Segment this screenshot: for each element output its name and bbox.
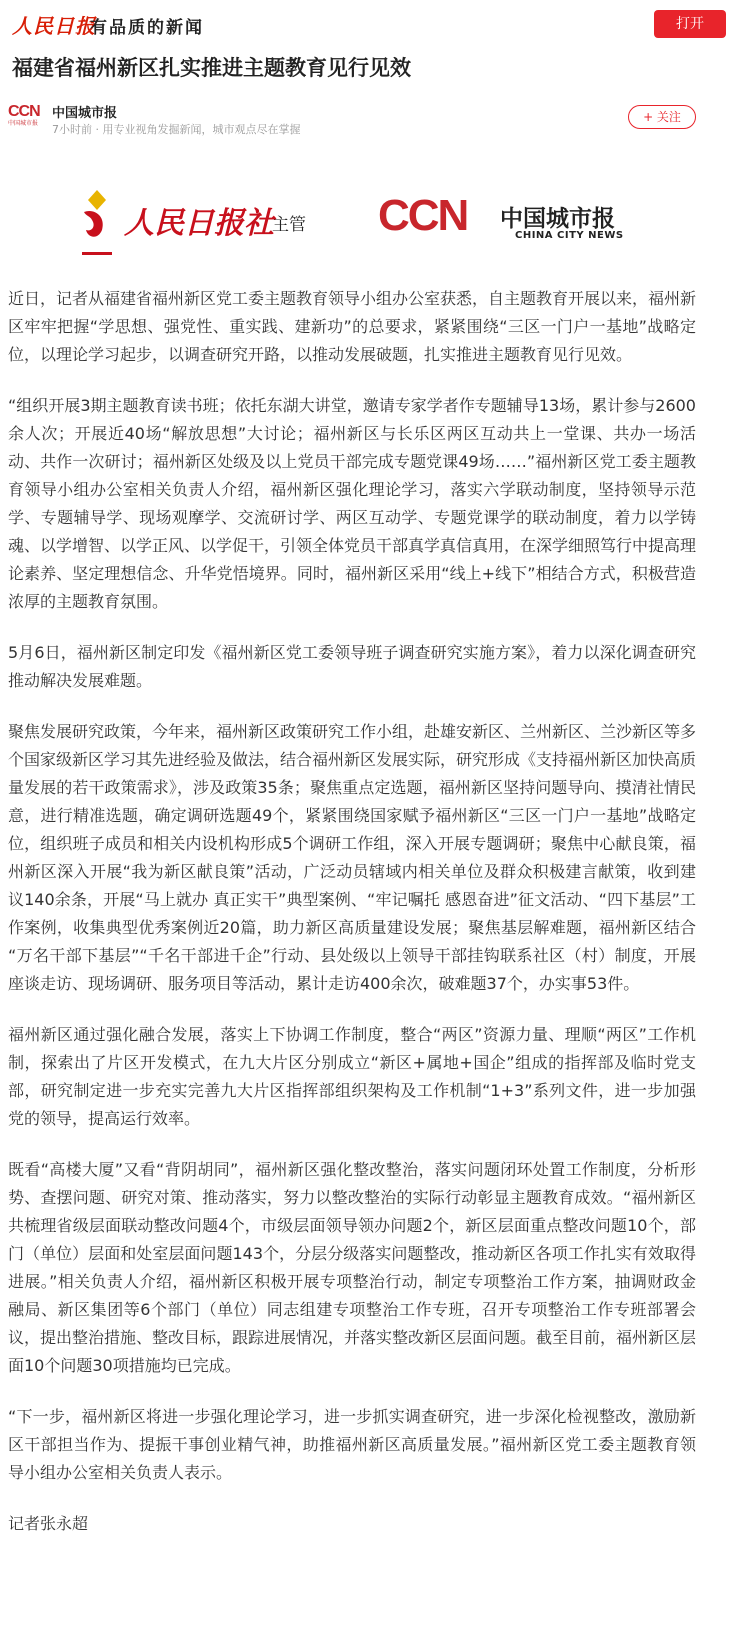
ccn-logo: CCN: [378, 191, 468, 240]
article-paragraph: 聚焦发展研究政策，今年来，福州新区政策研究工作小组，赴雄安新区、兰州新区、兰沙新区等多个国家级新区学习其先进经验及做法，结合福州新区发展实际，研究形成《支持福州新区加快高质量发展的若干政策需求》，涉及政策35条；聚焦重点定选题，福州新区坚持问题导向、摸清社情民意，进行精准选题，确定调研选题49个，紧紧围绕国家赋予福州新区“三区一门户一基地”战略定位，组织班子成员和相关内设机构形成5个调研工作组，深入开展专题调研；聚焦中心献良策，福州新区深入开展“我为新区献良策”活动，广泛动员辖域内相关单位及群众积极建言献策，收到建议140余条，开展“马上就办 真正实干”典型案例、“牢记嘱托 感恩奋进”征文活动、“四下基层”工作案例，收集典型优秀案例近20篇，助力新区高质量建设发展；聚焦基层解难题，福州新区结合 “万名干部下基层”“千名干部进千企”行动、县处级以上领导干部挂钩联系社区（村）制度，开展座谈走访、现场调研、服务项目等活动，累计走访400余次，破难题37个，办实事53件。: [8, 722, 697, 993]
peoples-daily-emblem-icon: [80, 186, 114, 258]
ccn-chinese-name: 中国城市报: [500, 206, 615, 232]
article-body: [8, 285, 696, 1561]
source-avatar[interactable]: [8, 104, 44, 134]
brand-slogan: 有品质的新闻: [90, 18, 204, 38]
peoples-daily-supervised: 主管: [272, 215, 306, 235]
source-name[interactable]: 中国城市报: [52, 106, 118, 121]
article-paragraph: “组织开展3期主题教育读书班；依托东湖大讲堂，邀请专家学者作专题辅导13场，累计参与2600余人次；开展近40场“解放思想”大讨论；福州新区与长乐区两区互动共上一堂课、共办一场活动、共作一次研讨；福州新区处级及以上党员干部完成专题党课49场……”福州新区党工委主题教育领导小组办公室相关负责人介绍，福州新区强化理论学习，落实六学联动制度，坚持领导示范学、专题辅导学、现场观摩学、交流研讨学、两区互动学、专题党课学的联动制度，着力以学铸魂、以学增智、以学正风、以学促干，引领全体党员干部真学真信真用，在深学细照笃行中提高理论素养、坚定理想信念、升华党悟境界。同时，福州新区采用“线上+线下”相结合方式，积极营造浓厚的主题教育氛围。: [8, 396, 697, 611]
article-author-credit: 记者张永超: [8, 1514, 89, 1533]
peoples-daily-logo: 人民日报社: [124, 206, 274, 241]
article-paragraph: 近日，记者从福建省福州新区党工委主题教育领导小组办公室获悉，自主题教育开展以来，福州新区牢牢把握“学思想、强党性、重实践、建新功”的总要求，紧紧围绕“三区一门户一基地”战略定位，以理论学习起步，以调查研究开路，以推动发展破题，扎实推进主题教育见行见效。: [8, 289, 697, 364]
follow-button[interactable]: + 关注: [628, 105, 696, 129]
article-paragraph: 既看“高楼大厦”又看“背阴胡同”，福州新区强化整改整治，落实问题闭环处置工作制度，分析形势、查摆问题、研究对策、推动落实，努力以整改整治的实际行动彰显主题教育成效。“福州新区共梳理省级层面联动整改问题4个，市级层面领导领办问题2个，新区层面重点整改问题10个，部门（单位）层面和处室层面问题143个，分层分级落实问题整改，推动新区各项工作扎实有效取得进展。”相关负责人介绍，福州新区积极开展专项整治行动，制定专项整治工作方案，抽调财政金融局、新区集团等6个部门（单位）同志组建专项整治工作专班，召开专项整治工作专班部署会议，提出整治措施、整改目标，跟踪进展情况，并落实整改新区层面问题。截至目前，福州新区层面10个问题30项措施均已完成。: [8, 1160, 697, 1375]
article-title: 福建省福州新区扎实推进主题教育见行见效: [12, 56, 411, 80]
source-meta: 7小时前 · 用专业视角发掘新闻，城市观点尽在掌握: [52, 123, 301, 136]
article-paragraph: “下一步，福州新区将进一步强化理论学习，进一步抓实调查研究，进一步深化检视整改，激励新区干部担当作为、提振干事创业精气神，助推福州新区高质量发展。”福州新区党工委主题教育领导小组办公室相关负责人表示。: [8, 1407, 696, 1482]
open-app-button[interactable]: 打开: [654, 10, 726, 38]
ccn-english-name: CHINA CITY NEWS: [515, 230, 624, 241]
article-paragraph: 福州新区通过强化融合发展，落实上下协调工作制度，整合“两区”资源力量、理顺“两区”工作机制，探索出了片区开发模式，在九大片区分别成立“新区+属地+国企”组成的指挥部及临时党支部，研究制定进一步充实完善九大片区指挥部组织架构及工作机制“1+3”系列文件，进一步加强党的领导，提高运行效率。: [8, 1025, 696, 1128]
source-avatar-logo: CCN: [8, 103, 40, 120]
masthead-banner: [0, 180, 738, 270]
author-row: [0, 100, 738, 140]
article-paragraph: 5月6日，福州新区制定印发《福州新区党工委领导班子调查研究实施方案》，着力以深化调查研究推动解决发展难题。: [8, 643, 696, 690]
top-bar: [0, 0, 738, 48]
source-avatar-caption: 中国城市报: [8, 120, 39, 127]
brand-logo[interactable]: 人民日报: [12, 14, 96, 38]
